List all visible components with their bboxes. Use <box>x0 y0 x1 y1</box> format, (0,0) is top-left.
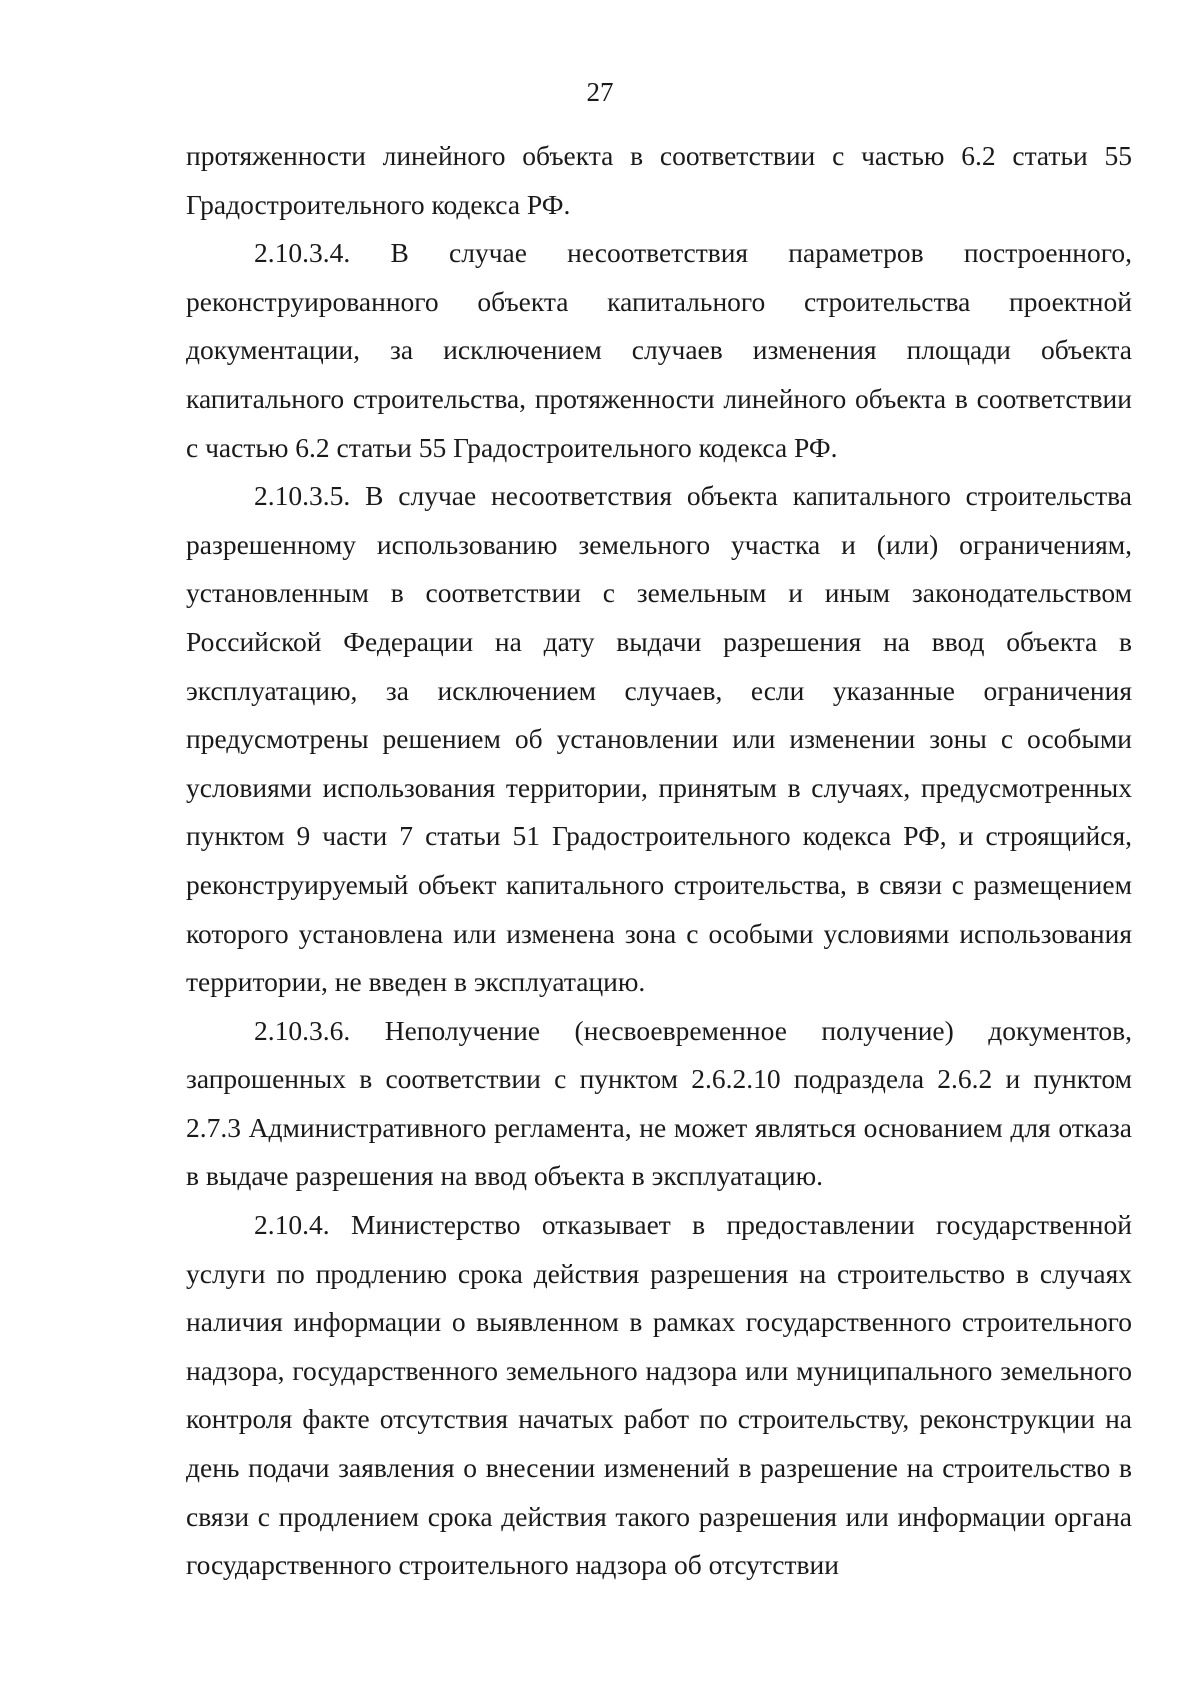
page-number: 27 <box>586 77 614 107</box>
paragraph-clause-2-10-3-5: 2.10.3.5. В случае несоответствия объекта капитального строительства разрешенному использованию земельного участка и (или) ограничениям, установленным в соответствии с земельным и иным законодательством Российской Федерации на дату выдачи разрешения на ввод объекта в эксплуатацию, за исключением случаев, если указанные ограничения предусмотрены решением об установлении или изменении зоны с особыми условиями использования территории, принятым в случаях, предусмотренных пунктом 9 части 7 статьи 51 Градостроительного кодекса РФ, и строящийся, реконструируемый объект капитального строительства, в связи с размещением которого установлена или изменена зона с особыми условиями использования территории, не введен в эксплуатацию. <box>186 480 1132 998</box>
paragraph-clause-2-10-3-4: 2.10.3.4. В случае несоответствия параметров построенного, реконструированного объекта капитального строительства проектной документации, за исключением случаев изменения площади объекта капитального строительства, протяженности линейного объекта в соответствии с частью 6.2 статьи 55 Градостроительного кодекса РФ. <box>186 237 1132 463</box>
paragraph-clause-2-10-4: 2.10.4. Министерство отказывает в предоставлении государственной услуги по продлению срока действия разрешения на строительство в случаях наличия информации о выявленном в рамках государственного строительного надзора, государственного земельного надзора или муниципального земельного контроля факте отсутствия начатых работ по строительству, реконструкции на день подачи заявления о внесении изменений в разрешение на строительство в связи с продлением срока действия такого разрешения или информации органа государственного строительного надзора об отсутствии <box>186 1209 1132 1581</box>
document-body <box>186 132 1132 1590</box>
paragraph-continuation: протяженности линейного объекта в соответствии с частью 6.2 статьи 55 Градостроительного кодекса РФ. <box>186 140 1132 220</box>
paragraph-clause-2-10-3-6: 2.10.3.6. Неполучение (несвоевременное получение) документов, запрошенных в соответствии с пунктом 2.6.2.10 подраздела 2.6.2 и пунктом 2.7.3 Административного регламента, не может являться основанием для отказа в выдаче разрешения на ввод объекта в эксплуатацию. <box>186 1014 1132 1192</box>
